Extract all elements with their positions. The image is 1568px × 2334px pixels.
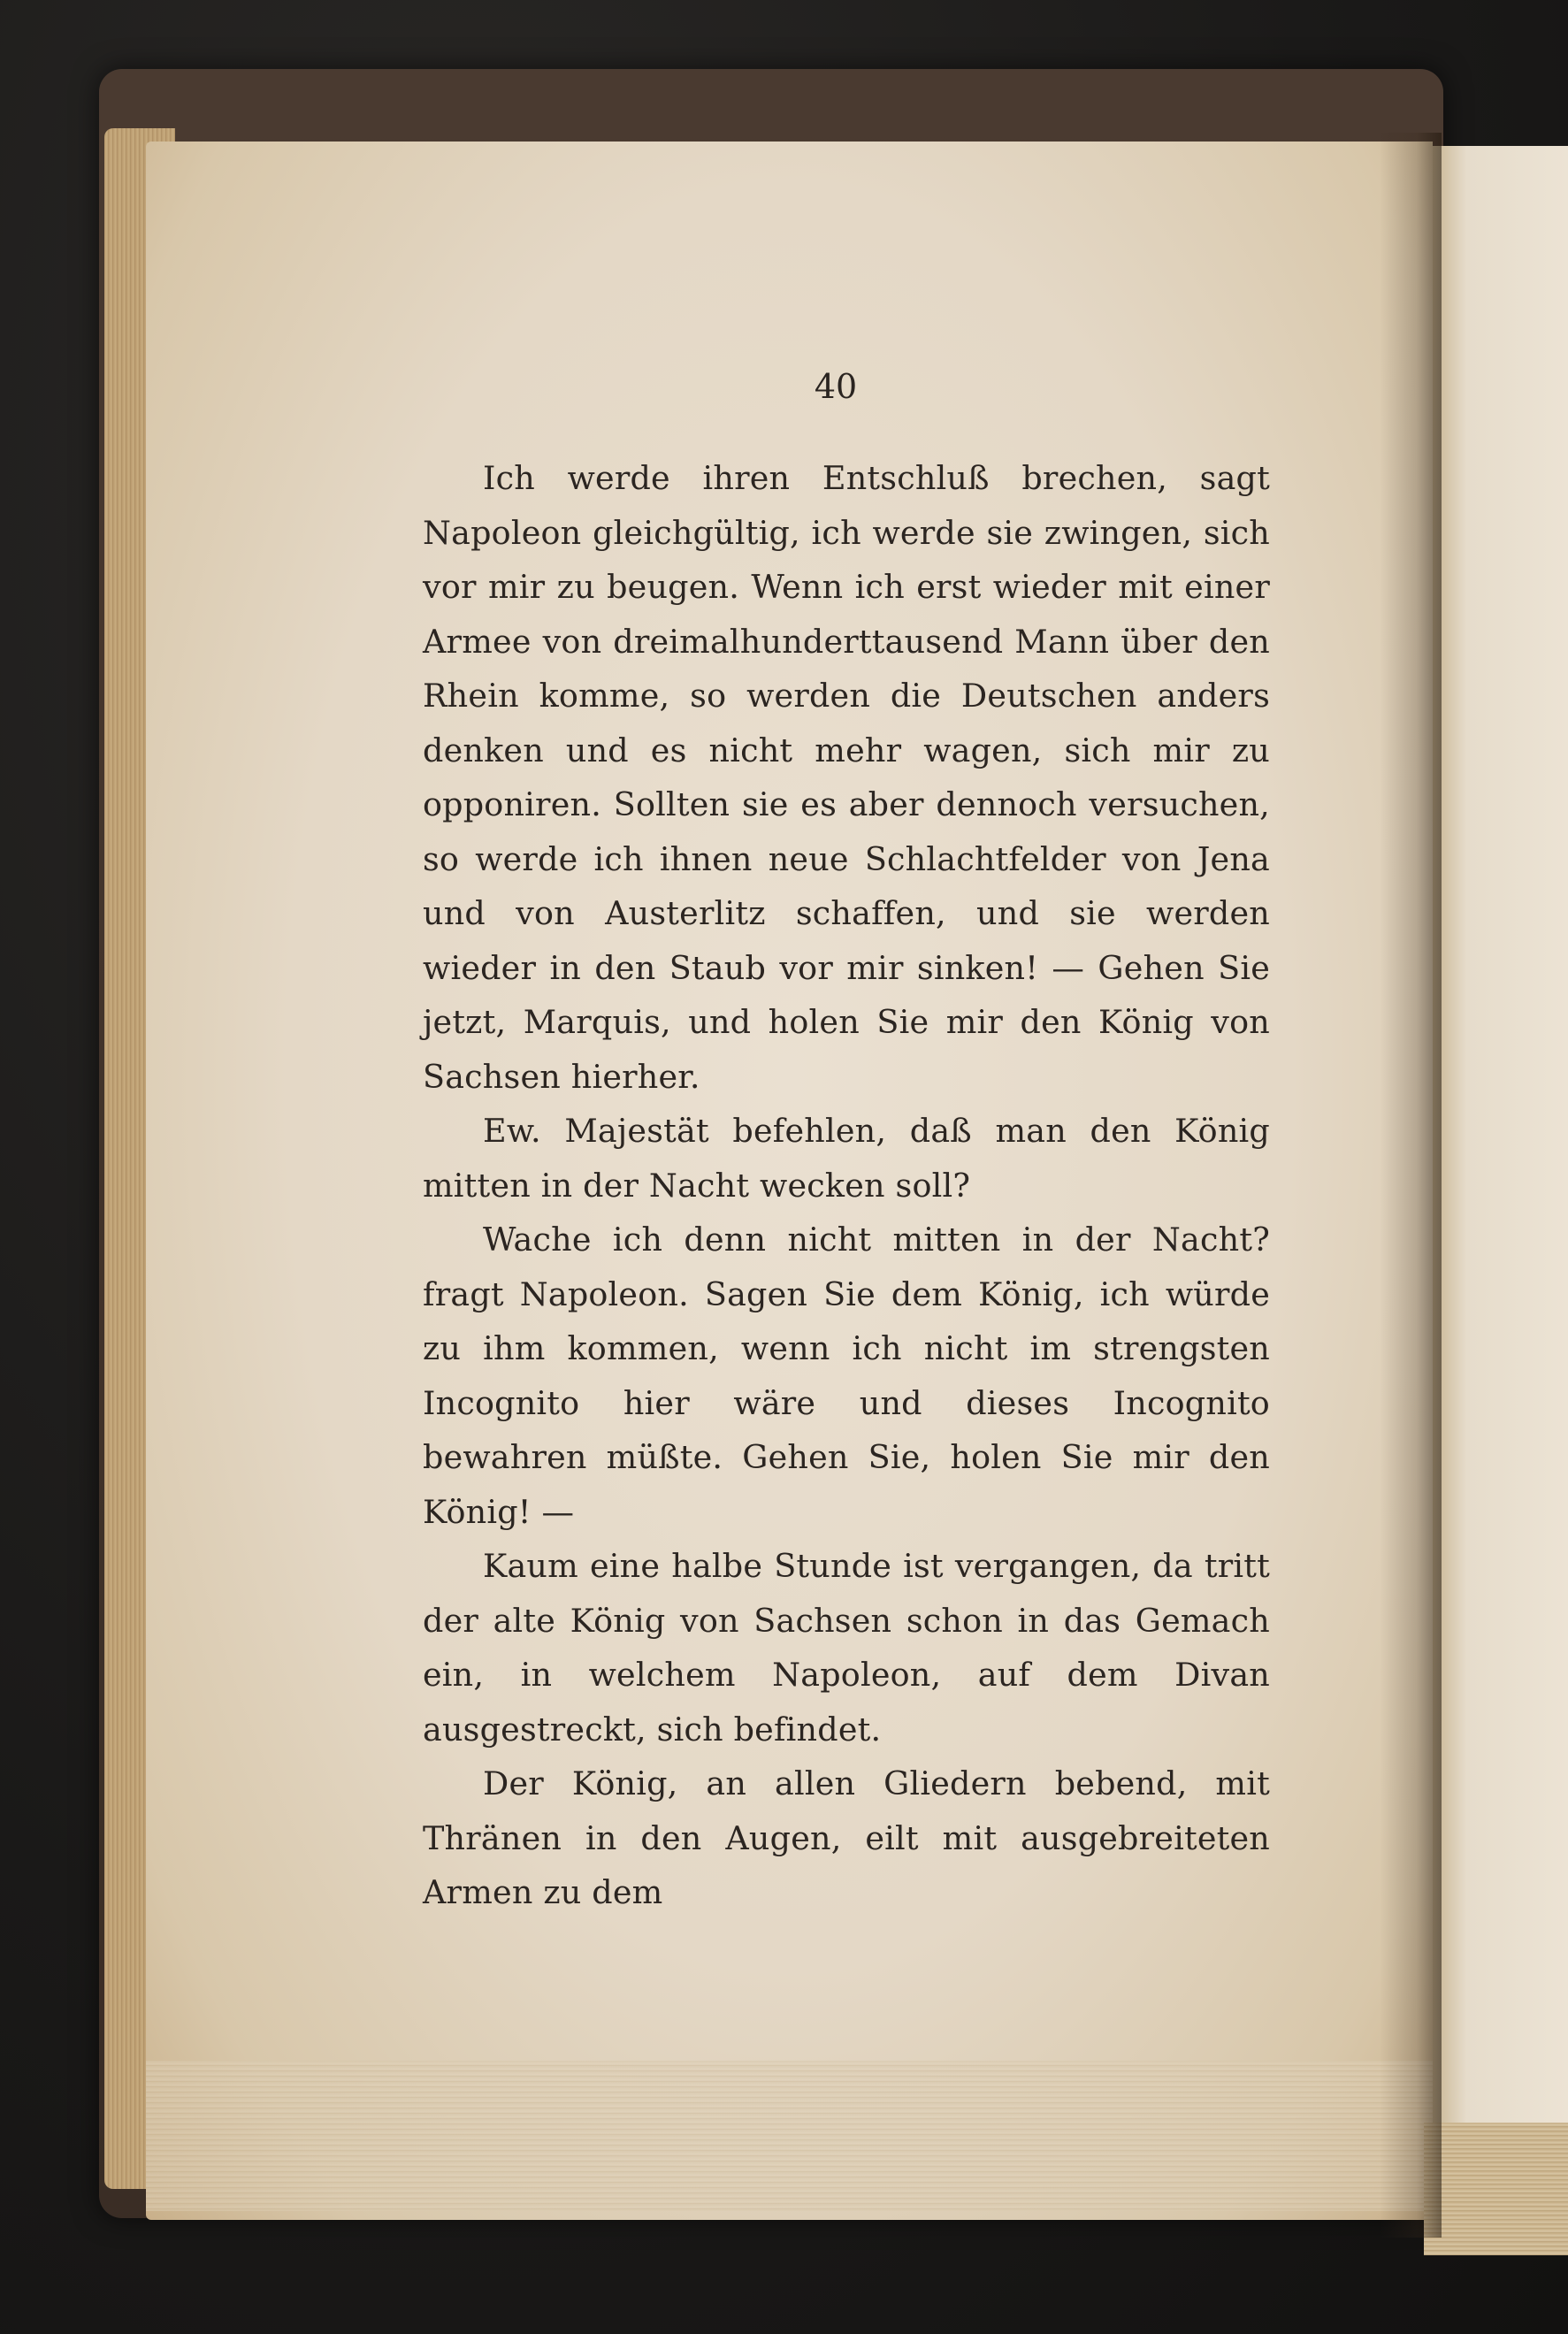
- paragraph: Wache ich denn nicht mitten in der Nacht? fragt Napoleon. Sagen Sie dem König, ich würde zu ihm kommen, wenn ich nicht im strengsten Incognito hier wäre und dieses Incognito bewahren müßte. Gehen Sie, holen Sie mir den König! —: [423, 1221, 1270, 1531]
- gutter-shadow: [1380, 133, 1442, 2238]
- page-number: 40: [814, 367, 858, 406]
- paragraph: Der König, an allen Gliedern bebend, mit Thränen in den Augen, eilt mit ausgebreiteten Armen zu dem: [423, 1764, 1270, 1911]
- page-bottom-edge: [146, 2061, 1433, 2211]
- paragraph: Kaum eine halbe Stunde ist vergangen, da tritt der alte König von Sachsen schon in das Gemach ein, in welchem Napoleon, auf dem Divan ausgestreckt, sich befindet.: [423, 1547, 1270, 1749]
- paragraph: Ich werde ihren Entschluß brechen, sagt Napoleon gleichgültig, ich werde sie zwingen, sich vor mir zu beugen. Wenn ich erst wieder mit einer Armee von dreimalhunderttausend Mann über den Rhein komme, so werden die Deutschen anders denken und es nicht mehr wagen, sich mir zu opponiren. Sollten sie es aber dennoch versuchen, so werde ich ihnen neue Schlachtfelder von Jena und von Austerlitz schaffen, und sie werden wieder in den Staub vor mir sinken! — Gehen Sie jetzt, Marquis, und holen Sie mir den König von Sachsen hierher.: [423, 459, 1270, 1096]
- facing-page: [1433, 146, 1568, 2215]
- paragraph: Ew. Majestät befehlen, daß man den König mitten in der Nacht wecken soll?: [423, 1112, 1270, 1205]
- facing-page-edges: [1424, 2123, 1568, 2255]
- page-text: [423, 451, 1270, 1920]
